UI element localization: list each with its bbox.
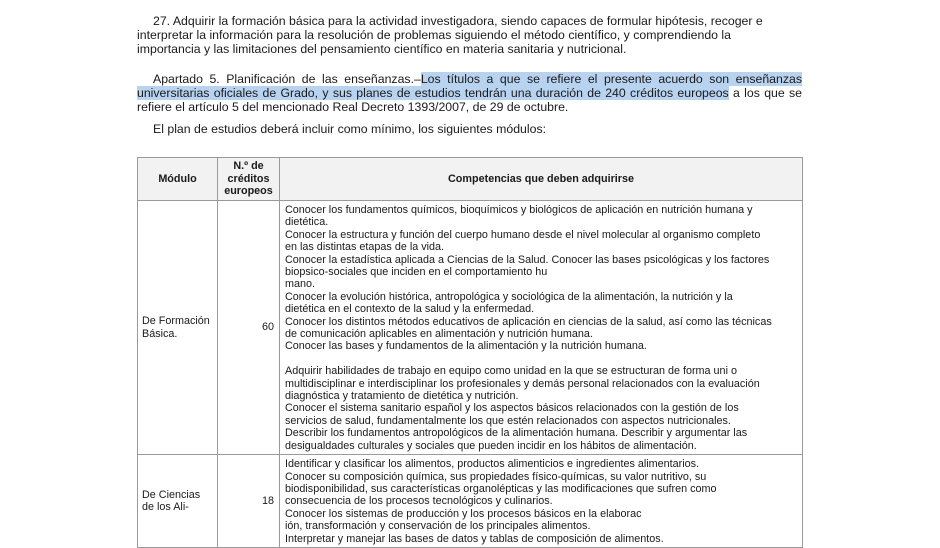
credits-cell: 60 (218, 201, 280, 455)
table-header-row (138, 158, 803, 201)
table-row (138, 201, 803, 455)
apartado-text: a los que se refiere el artículo 5 del mencionado Real Decreto 1393/2007, de 29 de octubre. (137, 86, 803, 115)
module-name-cell: De Formación Básica. (138, 201, 218, 455)
apartado-heading: Apartado 5. Planificación de las enseñanzas.– (153, 72, 421, 86)
paragraph-line: importancia y las limitaciones del pensamiento científico en materia sanitaria y nutricional. (137, 42, 627, 57)
competencies-cell: Identificar y clasificar los alimentos, productos alimenticios e ingredientes alimentarios. Conocer su composición química, sus propiedades físico-químicas, su valor nutritivo, su biodisponibilidad, sus características organolépticas y las modificaciones que sufren como consecuencia de los procesos tecnológicos y culinarios. Conocer los sistemas de producción y los procesos básicos en la elaborac ión, transformación y conservación de los principales alimentos. Interpretar y manejar las bases de datos y tablas de composición de alimentos. (280, 455, 803, 548)
paragraph-apartado-5 (137, 72, 802, 115)
header-modulo: Módulo (138, 158, 218, 201)
table-row (138, 455, 803, 548)
paragraph-27 (137, 14, 802, 57)
credits-cell: 18 (218, 455, 280, 548)
selected-text-highlight[interactable]: Los títulos a que se refiere el presente acuerdo son enseñanzas universitarias oficiales de Grado, y sus planes de estudios tendrán una duración de 240 créditos europeos (137, 72, 802, 101)
header-creditos: N.º de créditos europeos (218, 158, 280, 201)
paragraph-plan: El plan de estudios deberá incluir como mínimo, los siguientes módulos: (153, 122, 547, 136)
paragraph-line: interpretar la información para la resolución de problemas siguiendo el método científico, y comprendiendo la (137, 28, 731, 43)
competencies-cell: Conocer los fundamentos químicos, bioquímicos y biológicos de aplicación en nutrición humana y dietética. Conocer la estructura y función del cuerpo humano desde el nivel molecular al organismo completo en las distintas etapas de la vida. Conocer la estadística aplicada a Ciencias de la Salud. Conocer las bases psicológicas y los factores biopsico-sociales que inciden en el comportamiento hu mano. Conocer la evolución histórica, antropológica y sociológica de la alimentación, la nutrición y la dietética en el contexto de la salud y la enfermedad. Conocer los distintos métodos educativos de aplicación en ciencias de la salud, así como las técnicas de comunicación aplicables en alimentación y nutrición humana. Conocer las bases y fundamentos de la alimentación y la nutrición humana. Adquirir habilidades de trabajo en equipo como unidad en la que se estructuran de forma uni o multidisciplinar e interdisciplinar los profesionales y demás personal relacionados con la evaluación diagnóstica y tratamiento de dietética y nutrición. Conocer el sistema sanitario español y los aspectos básicos relacionados con la gestión de los servicios de salud, fundamentalmente los que estén relacionados con aspectos nutricionales. Describir los fundamentos antropológicos de la alimentación humana. Describir y argumentar las desigualdades culturales y sociales que pueden incidir en los hábitos de alimentación. (280, 201, 803, 455)
module-name-cell: De Ciencias de los Ali- (138, 455, 218, 548)
modules-table (137, 157, 803, 548)
header-competencias: Competencias que deben adquirirse (280, 158, 803, 201)
paragraph-line: 27. Adquirir la formación básica para la actividad investigadora, siendo capaces de formular hipótesis, recoger e (153, 14, 763, 28)
